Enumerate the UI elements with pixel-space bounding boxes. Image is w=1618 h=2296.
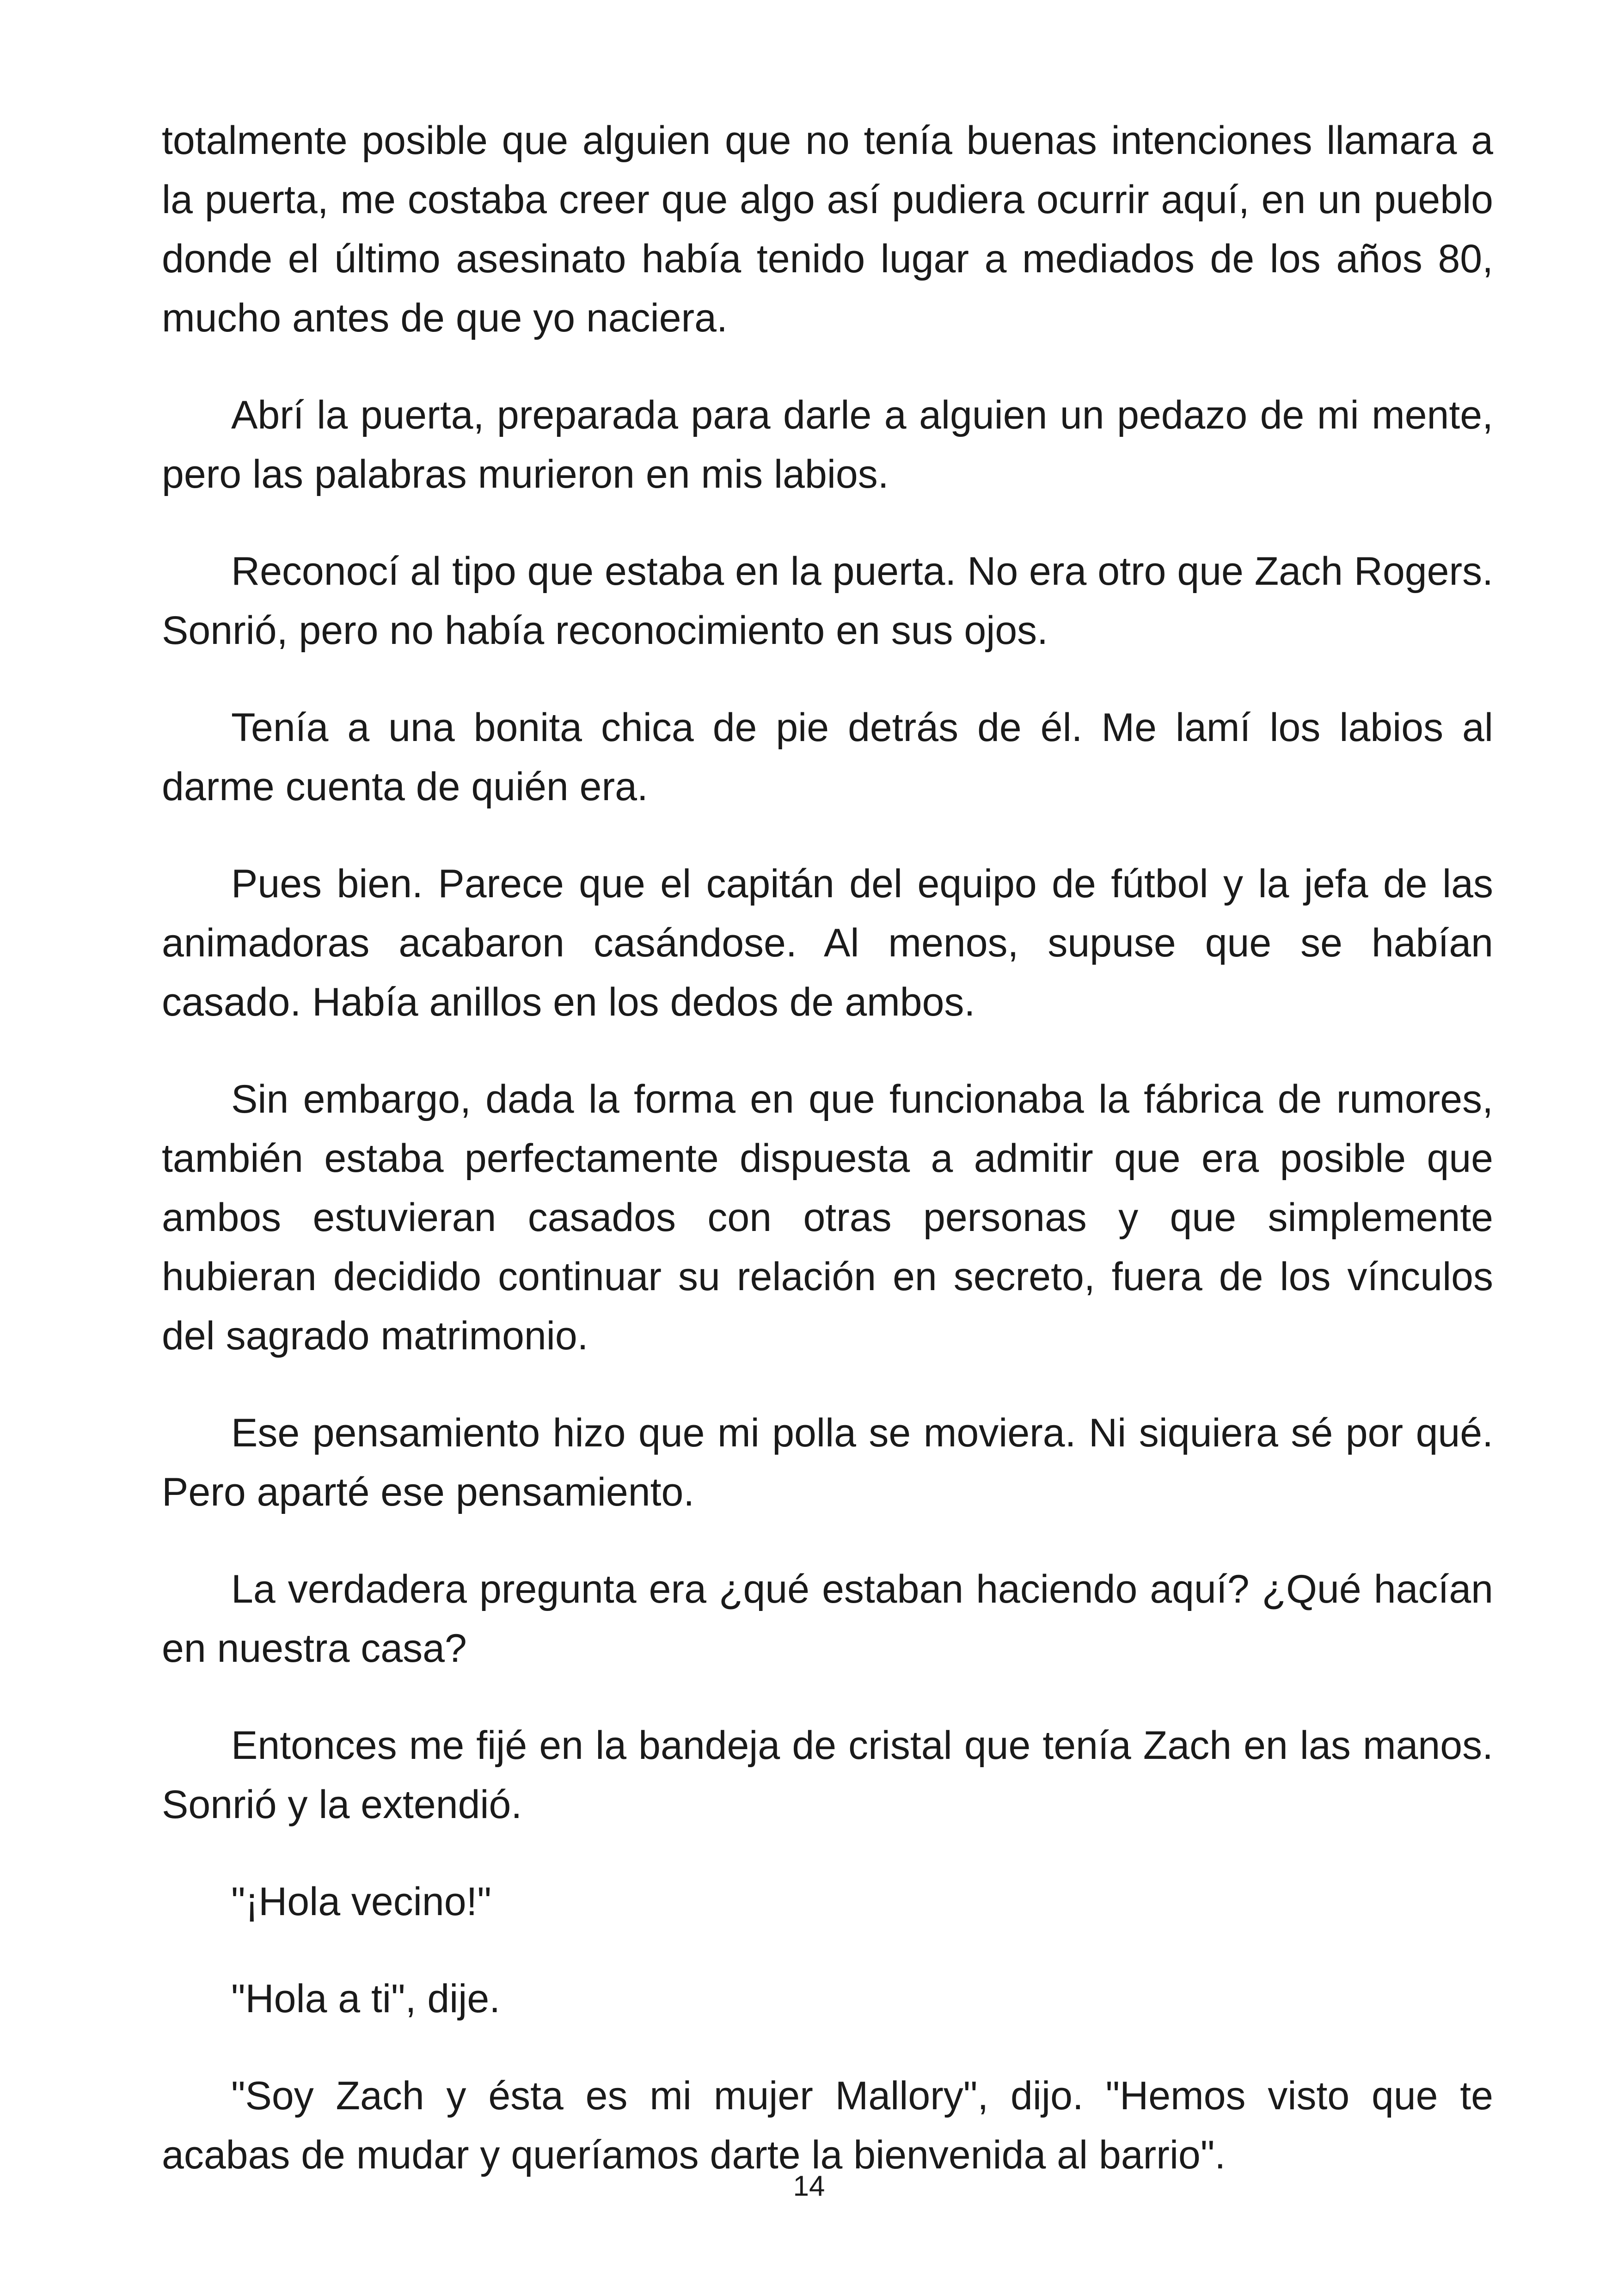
paragraph: Entonces me fijé en la bandeja de cristal que tenía Zach en las manos. Sonrió y la extendió. bbox=[162, 1723, 1493, 1827]
paragraph: "Soy Zach y ésta es mi mujer Mallory", dijo. "Hemos visto que te acabas de mudar y queríamos darte la bienvenida al barrio". bbox=[162, 2074, 1493, 2177]
paragraph: Reconocí al tipo que estaba en la puerta. No era otro que Zach Rogers. Sonrió, pero no había reconocimiento en sus ojos. bbox=[162, 549, 1493, 653]
paragraph: Ese pensamiento hizo que mi polla se moviera. Ni siquiera sé por qué. Pero aparté ese pensamiento. bbox=[162, 1411, 1493, 1514]
paragraph: "¡Hola vecino!" bbox=[231, 1880, 491, 1924]
paragraph: La verdadera pregunta era ¿qué estaban haciendo aquí? ¿Qué hacían en nuestra casa? bbox=[162, 1567, 1493, 1671]
paragraph: totalmente posible que alguien que no tenía buenas intenciones llamara a la puerta, me costaba creer que algo así pudiera ocurrir aquí, en un pueblo donde el último asesinato había tenido lugar a mediados de los años 80, mucho antes de que yo naciera. bbox=[162, 118, 1493, 340]
page-number: 14 bbox=[793, 2170, 825, 2202]
paragraph: Pues bien. Parece que el capitán del equipo de fútbol y la jefa de las animadoras acabaron casándose. Al menos, supuse que se habían casado. Había anillos en los dedos de ambos. bbox=[162, 862, 1493, 1024]
paragraph: "Hola a ti", dije. bbox=[231, 1977, 501, 2021]
paragraph: Abrí la puerta, preparada para darle a alguien un pedazo de mi mente, pero las palabras murieron en mis labios. bbox=[162, 393, 1493, 496]
page-body bbox=[162, 111, 1493, 2223]
paragraph: Tenía a una bonita chica de pie detrás de él. Me lamí los labios al darme cuenta de quién era. bbox=[162, 705, 1493, 809]
paragraph: Sin embargo, dada la forma en que funcionaba la fábrica de rumores, también estaba perfectamente dispuesta a admitir que era posible que ambos estuvieran casados con otras personas y que simplemente hubieran decidido continuar su relación en secreto, fuera de los vínculos del sagrado matrimonio. bbox=[162, 1077, 1493, 1358]
